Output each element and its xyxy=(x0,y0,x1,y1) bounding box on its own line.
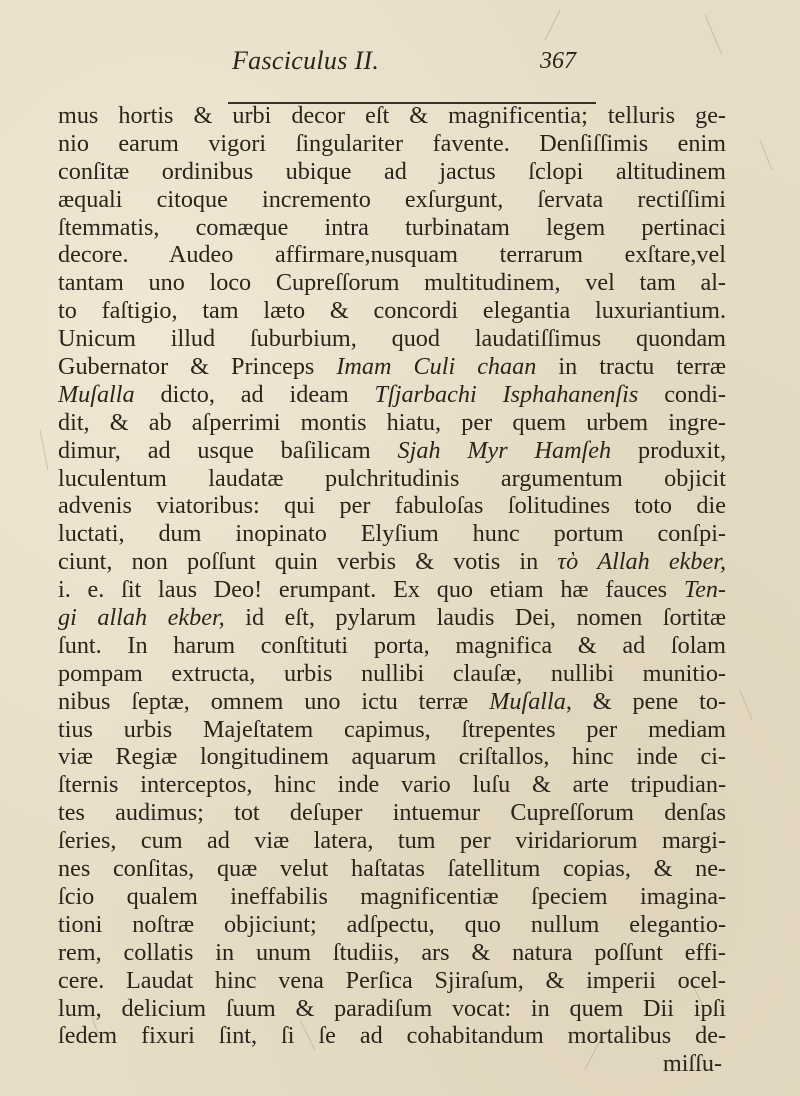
text-line xyxy=(58,409,726,437)
text-segment: nes conſitas, quæ velut haſtatas ſatellitum copias, & ne- xyxy=(58,855,726,883)
text-segment: lum, delicium ſuum & paradiſum vocat: in quem Dii ipſi xyxy=(58,994,726,1022)
text-segment: decore. Audeo affirmare,nusquam terrarum exſtare,vel xyxy=(58,241,726,269)
text-line xyxy=(58,688,726,716)
text-segment: tes audimus; tot deſuper intuemur Cupreſſorum denſas xyxy=(58,799,726,827)
text-segment: pompam extructa, urbis nullibi clauſæ, nullibi munitio- xyxy=(58,659,726,687)
text-segment: luctati, dum inopinato Elyſium hunc portum conſpi- xyxy=(58,520,726,548)
text-line xyxy=(58,799,726,827)
text-line xyxy=(58,1050,726,1078)
text-line xyxy=(58,437,726,465)
text-line xyxy=(58,771,726,799)
text-line xyxy=(58,939,726,967)
text-segment: Gubernator & Princeps xyxy=(58,353,337,381)
text-segment: Unicum illud ſuburbium, quod laudatiſſimus quondam xyxy=(58,325,726,353)
italic-text: Muſalla xyxy=(58,380,135,408)
text-line xyxy=(58,381,726,409)
text-line xyxy=(58,158,726,186)
text-line xyxy=(58,883,726,911)
page-header xyxy=(170,44,800,84)
text-segment: i. e. ſit laus Deo! erumpant. Ex quo etiam hæ fauces xyxy=(58,576,684,604)
text-line xyxy=(58,911,726,939)
text-line xyxy=(58,827,726,855)
text-segment: rem, collatis in unum ſtudiis, ars & natura poſſunt effi- xyxy=(58,938,726,966)
text-segment: nibus ſeptæ, omnem uno ictu terræ xyxy=(58,687,490,715)
text-segment: æquali citoque incremento exſurgunt, ſervata rectiſſimi xyxy=(58,185,726,213)
text-line xyxy=(58,297,726,325)
text-segment: ſedem fixuri ſint, ſi ſe ad cohabitandum mortalibus de- xyxy=(58,1022,726,1050)
text-line xyxy=(58,102,726,130)
text-line xyxy=(58,492,726,520)
text-line xyxy=(58,743,726,771)
text-line xyxy=(58,214,726,242)
italic-text: Tſjarbachi Isphahanenſis xyxy=(374,380,639,408)
text-segment: advenis viatoribus: qui per fabuloſas ſolitudines toto die xyxy=(58,492,726,520)
text-segment: miſſu- xyxy=(662,1050,722,1078)
text-line xyxy=(58,241,726,269)
text-line xyxy=(58,1022,726,1050)
text-segment: cere. Laudat hinc vena Perſica Sjiraſum, & imperii ocel- xyxy=(58,966,726,994)
page-number: 367 xyxy=(540,48,576,74)
text-segment: id eſt, pylarum laudis Dei, nomen ſortitæ xyxy=(224,604,726,632)
text-line xyxy=(58,353,726,381)
text-line xyxy=(58,632,726,660)
italic-text: Imam Culi chaan xyxy=(336,353,537,381)
text-segment: luculentum laudatæ pulchritudinis argumentum objicit xyxy=(58,464,726,492)
text-line xyxy=(58,995,726,1023)
italic-text: Sjah Myr Hamſeh xyxy=(397,436,612,464)
text-segment: ciunt, non poſſunt quin verbis & votis in xyxy=(58,548,558,576)
italic-text: Ten- xyxy=(683,576,726,604)
text-line xyxy=(58,548,726,576)
italic-text: τὸ Allah ekber, xyxy=(557,548,727,576)
text-segment: ſeries, cum ad viæ latera, tum per viridariorum margi- xyxy=(58,827,726,855)
running-head: Fasciculus II. xyxy=(232,46,380,75)
text-line xyxy=(58,660,726,688)
text-segment: mus hortis & urbi decor eſt & magnificentia; telluris ge- xyxy=(58,102,726,129)
text-segment: & pene to- xyxy=(571,687,726,715)
text-segment: conſitæ ordinibus ubique ad jactus ſclopi altitudinem xyxy=(58,157,726,185)
text-segment: ſcio qualem ineffabilis magnificentiæ ſpeciem imagina- xyxy=(58,882,726,910)
text-line xyxy=(58,520,726,548)
text-segment: to faſtigio, tam læto & concordi elegantia luxuriantium. xyxy=(58,297,726,325)
text-segment: ſtemmatis, comæque intra turbinatam legem pertinaci xyxy=(58,213,726,241)
text-line xyxy=(58,604,726,632)
text-line xyxy=(58,186,726,214)
text-segment: dicto, ad ideam xyxy=(134,380,375,408)
text-line xyxy=(58,716,726,744)
text-line xyxy=(58,967,726,995)
text-segment: viæ Regiæ longitudinem aquarum criſtallos, hinc inde ci- xyxy=(58,743,726,771)
text-segment: dimur, ad usque baſilicam xyxy=(58,436,398,464)
text-line xyxy=(58,325,726,353)
text-segment: tius urbis Majeſtatem capimus, ſtrepentes per mediam xyxy=(58,715,726,743)
text-line xyxy=(58,130,726,158)
italic-text: gi allah ekber, xyxy=(58,604,225,632)
text-line xyxy=(58,465,726,493)
italic-text: Muſalla, xyxy=(489,687,572,715)
text-segment: nio earum vigori ſingulariter favente. Denſiſſimis enim xyxy=(58,129,726,157)
text-segment: in tractu terræ xyxy=(536,353,726,381)
text-segment: condi- xyxy=(638,380,726,408)
text-segment: dit, & ab aſperrimi montis hiatu, per quem urbem ingre- xyxy=(58,408,726,436)
text-line xyxy=(58,855,726,883)
text-segment: ſunt. In harum conſtituti porta, magnifica & ad ſolam xyxy=(58,631,726,659)
body-text xyxy=(58,102,726,1078)
text-segment: tioni noſtræ objiciunt; adſpectu, quo nullum elegantio- xyxy=(58,910,726,938)
text-segment: tantam uno loco Cupreſſorum multitudinem, vel tam al- xyxy=(58,269,726,297)
text-line xyxy=(58,576,726,604)
text-line xyxy=(58,269,726,297)
text-segment: ſternis interceptos, hinc inde vario luſu & arte tripudian- xyxy=(58,771,726,799)
text-segment: produxit, xyxy=(611,436,726,464)
